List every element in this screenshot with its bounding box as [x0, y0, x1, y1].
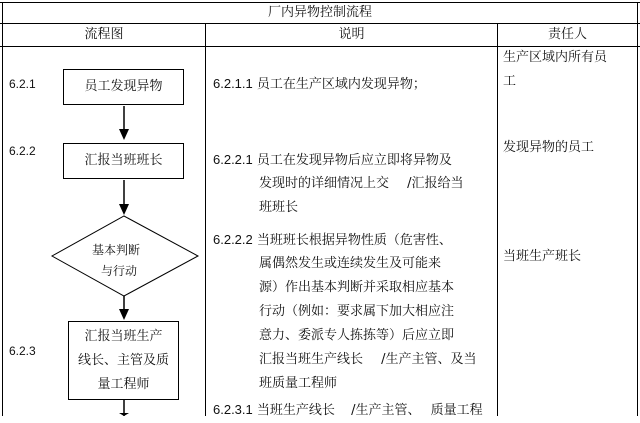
desc-6-2-2-2-line-4: 行动（例如：要求属下加大相应注 — [259, 304, 455, 319]
step-number-6-2-2: 6.2.2 — [9, 144, 36, 158]
desc-text: 质量工程 — [430, 403, 483, 418]
desc-text: 当班生产线长 — [256, 403, 335, 418]
desc-number: 6.2.3.1 — [213, 402, 253, 417]
table-right-border — [637, 2, 638, 416]
desc-text: 员工在生产区域内发现异物； — [256, 77, 426, 92]
flow-box-label-line-1: 汇报当班生产 — [84, 328, 163, 344]
desc-6-2-2-1-line-2 — [259, 172, 464, 196]
desc-6-2-2-2-line-1 — [213, 228, 452, 253]
owner-shift-leader: 当班生产班长 — [503, 249, 582, 264]
desc-number: 6.2.2.2 — [213, 232, 253, 247]
arrow-head-1 — [119, 129, 129, 140]
header-description: 说明 — [338, 27, 365, 42]
document-title: 厂内异物控制流程 — [267, 5, 372, 20]
diamond-label-line-2: 与行动 — [101, 264, 138, 278]
desc-text: /生产主管、 — [351, 403, 421, 418]
column-divider-1 — [205, 23, 206, 416]
desc-6-2-2-2-line-3: 源）作出基本判断并采取相应基本 — [259, 280, 455, 295]
desc-6-2-2-2-line-2: 属偶然发生或连续发生及可能来 — [259, 256, 442, 271]
desc-text: 发现时的详细情况上交 — [259, 176, 390, 191]
flow-box-report-managers — [68, 321, 179, 400]
diamond-label-line-1: 基本判断 — [92, 243, 141, 257]
desc-text: /生产主管、及当 — [381, 352, 477, 367]
flow-box-label-line-3: 量工程师 — [97, 376, 150, 392]
desc-6-2-2-2-line-7: 班质量工程师 — [259, 376, 338, 391]
arrow-head-3 — [119, 309, 129, 320]
flow-box-label: 汇报当班班长 — [84, 153, 163, 168]
flow-box-label: 员工发现异物 — [84, 79, 163, 94]
owner-discovering-employee: 发现异物的员工 — [503, 140, 595, 155]
header-flowchart: 流程图 — [84, 27, 124, 42]
desc-number: 6.2.2.1 — [213, 152, 253, 167]
step-number-6-2-3: 6.2.3 — [9, 344, 36, 358]
desc-6-2-2-1-line-1 — [213, 148, 452, 173]
desc-6-2-2-1-line-3: 班班长 — [259, 200, 299, 215]
desc-6-2-2-2-line-5: 意力、委派专人拣拣等）后应立即 — [259, 328, 455, 343]
desc-number: 6.2.1.1 — [213, 76, 253, 91]
step-number-6-2-1: 6.2.1 — [9, 77, 36, 91]
desc-text: 当班班长根据异物性质（危害性、 — [256, 233, 452, 248]
desc-text: 员工在发现异物后应立即将异物及 — [256, 153, 452, 168]
desc-6-2-1-1 — [213, 72, 426, 97]
owner-all-employees-line-2: 工 — [503, 74, 517, 89]
desc-6-2-2-2-line-6 — [259, 348, 477, 372]
arrow-head-2 — [119, 204, 129, 215]
desc-6-2-3-1-line-1 — [213, 398, 483, 423]
desc-text: /汇报给当 — [407, 176, 464, 191]
header-owner: 责任人 — [547, 27, 587, 42]
column-divider-2 — [497, 23, 498, 416]
desc-text: 汇报当班生产线长 — [259, 352, 364, 367]
flow-box-label-line-2: 线长、主管及质 — [77, 352, 169, 368]
owner-all-employees-line-1: 生产区域内所有员 — [503, 50, 608, 65]
